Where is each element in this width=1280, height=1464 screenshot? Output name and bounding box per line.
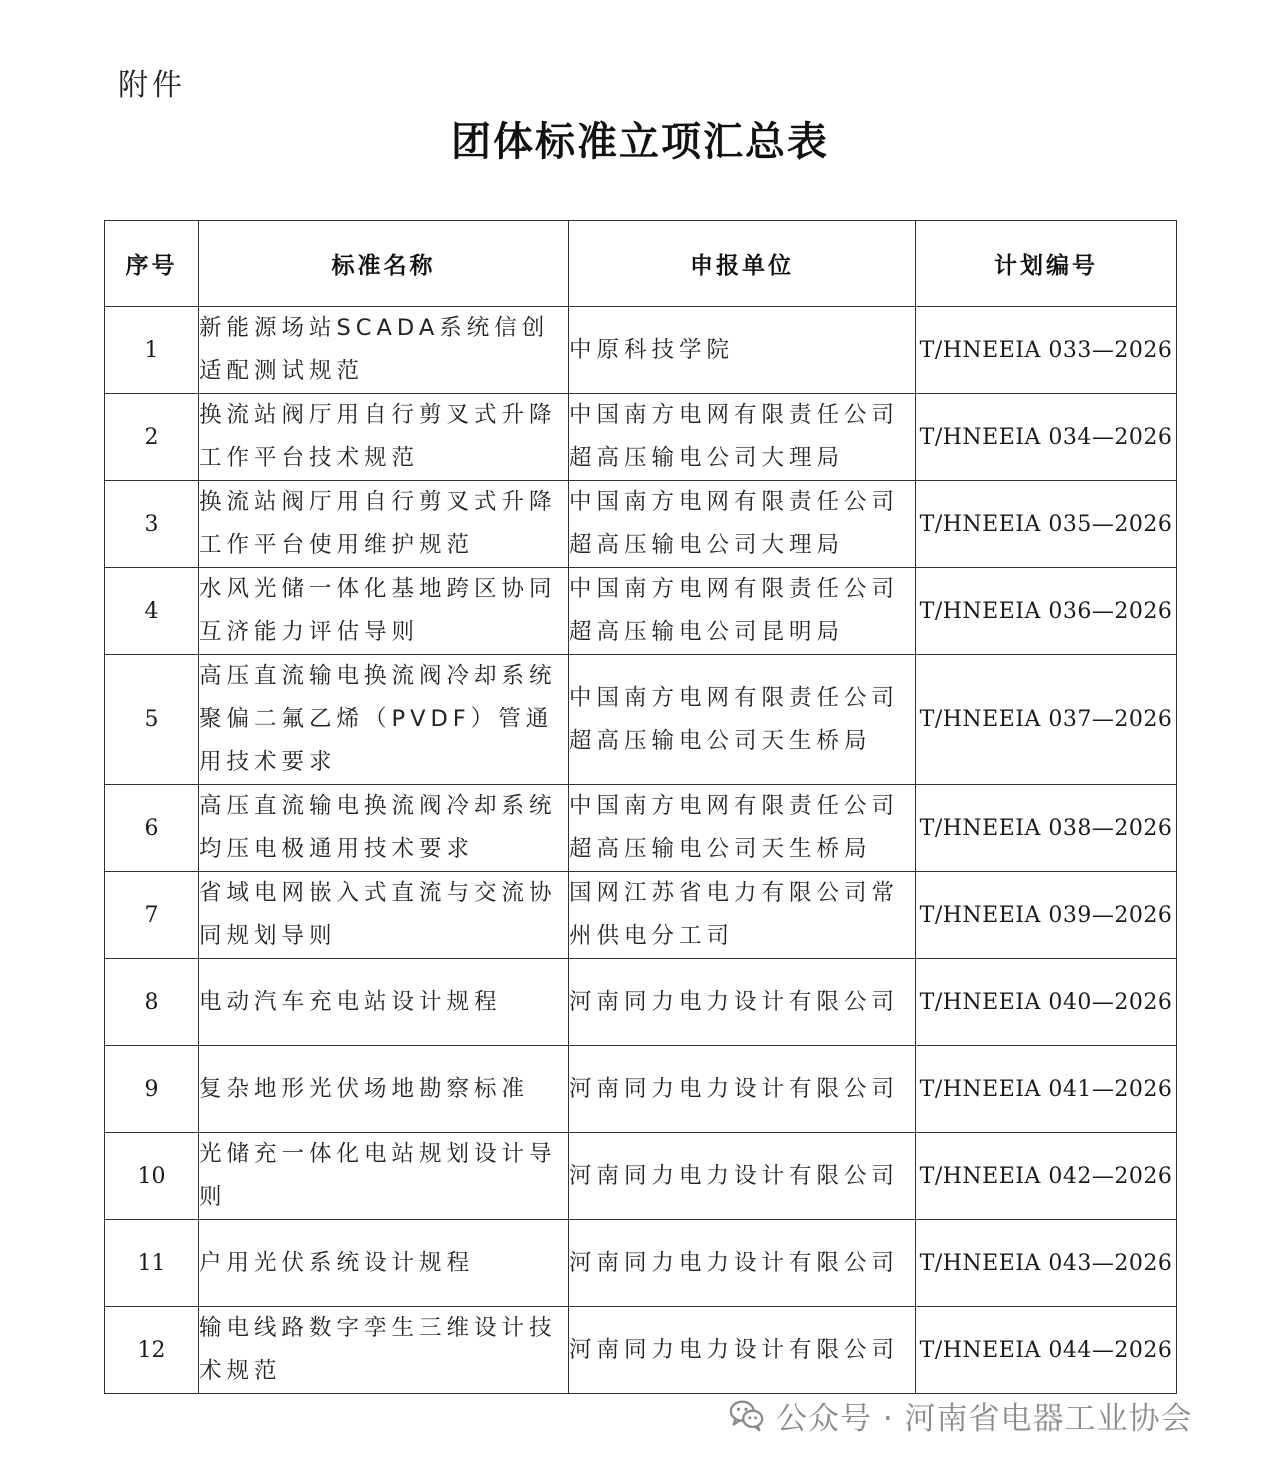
standard-name: 复杂地形光伏场地勘察标准: [199, 1046, 569, 1133]
serial-number: 8: [105, 959, 199, 1046]
table-row: [105, 1133, 1177, 1220]
applicant-unit: 中国南方电网有限责任公司超高压输电公司天生桥局: [569, 655, 916, 785]
plan-number: T/HNEEIA 040—2026: [916, 959, 1177, 1046]
header-plan-number: 计划编号: [916, 221, 1177, 307]
serial-number: 1: [105, 307, 199, 394]
plan-number: T/HNEEIA 035—2026: [916, 481, 1177, 568]
plan-number: T/HNEEIA 033—2026: [916, 307, 1177, 394]
serial-number: 2: [105, 394, 199, 481]
standard-name: 换流站阀厅用自行剪叉式升降工作平台使用维护规范: [199, 481, 569, 568]
standard-name: 新能源场站SCADA系统信创适配测试规范: [199, 307, 569, 394]
header-serial-number: 序号: [105, 221, 199, 307]
table-row: [105, 481, 1177, 568]
standard-name: 换流站阀厅用自行剪叉式升降工作平台技术规范: [199, 394, 569, 481]
table-row: [105, 1307, 1177, 1394]
plan-number: T/HNEEIA 037—2026: [916, 655, 1177, 785]
applicant-unit: 河南同力电力设计有限公司: [569, 1307, 916, 1394]
plan-number: T/HNEEIA 044—2026: [916, 1307, 1177, 1394]
serial-number: 9: [105, 1046, 199, 1133]
serial-number: 11: [105, 1220, 199, 1307]
page-title: 团体标准立项汇总表: [451, 119, 829, 165]
plan-number: T/HNEEIA 039—2026: [916, 872, 1177, 959]
plan-number: T/HNEEIA 043—2026: [916, 1220, 1177, 1307]
table-row: [105, 959, 1177, 1046]
watermark-text: 公众号 · 河南省电器工业协会: [776, 1400, 1193, 1437]
serial-number: 4: [105, 568, 199, 655]
table-row: [105, 568, 1177, 655]
plan-number: T/HNEEIA 036—2026: [916, 568, 1177, 655]
table-row: [105, 1046, 1177, 1133]
applicant-unit: 中原科技学院: [569, 307, 916, 394]
wechat-icon: [728, 1396, 766, 1434]
header-standard-name: 标准名称: [199, 221, 569, 307]
standard-name: 高压直流输电换流阀冷却系统聚偏二氟乙烯（PVDF）管通用技术要求: [199, 655, 569, 785]
plan-number: T/HNEEIA 041—2026: [916, 1046, 1177, 1133]
table-row: [105, 394, 1177, 481]
table-row: [105, 307, 1177, 394]
standard-name: 高压直流输电换流阀冷却系统均压电极通用技术要求: [199, 785, 569, 872]
applicant-unit: 中国南方电网有限责任公司超高压输电公司昆明局: [569, 568, 916, 655]
serial-number: 7: [105, 872, 199, 959]
table-row: [105, 785, 1177, 872]
serial-number: 10: [105, 1133, 199, 1220]
serial-number: 3: [105, 481, 199, 568]
standard-name: 输电线路数字孪生三维设计技术规范: [199, 1307, 569, 1394]
wechat-watermark: [728, 1390, 1248, 1440]
applicant-unit: 中国南方电网有限责任公司超高压输电公司天生桥局: [569, 785, 916, 872]
applicant-unit: 河南同力电力设计有限公司: [569, 1046, 916, 1133]
table-row: [105, 655, 1177, 785]
standard-name: 光储充一体化电站规划设计导则: [199, 1133, 569, 1220]
plan-number: T/HNEEIA 034—2026: [916, 394, 1177, 481]
table-row: [105, 872, 1177, 959]
serial-number: 6: [105, 785, 199, 872]
standard-name: 省域电网嵌入式直流与交流协同规划导则: [199, 872, 569, 959]
applicant-unit: 河南同力电力设计有限公司: [569, 959, 916, 1046]
header-applicant-unit: 申报单位: [569, 221, 916, 307]
standard-name: 户用光伏系统设计规程: [199, 1220, 569, 1307]
standards-table: [104, 220, 1177, 1394]
applicant-unit: 中国南方电网有限责任公司超高压输电公司大理局: [569, 394, 916, 481]
serial-number: 12: [105, 1307, 199, 1394]
table-row: [105, 1220, 1177, 1307]
table-header-row: [105, 221, 1177, 307]
serial-number: 5: [105, 655, 199, 785]
applicant-unit: 中国南方电网有限责任公司超高压输电公司大理局: [569, 481, 916, 568]
plan-number: T/HNEEIA 042—2026: [916, 1133, 1177, 1220]
standard-name: 水风光储一体化基地跨区协同互济能力评估导则: [199, 568, 569, 655]
plan-number: T/HNEEIA 038—2026: [916, 785, 1177, 872]
standard-name: 电动汽车充电站设计规程: [199, 959, 569, 1046]
applicant-unit: 河南同力电力设计有限公司: [569, 1133, 916, 1220]
applicant-unit: 国网江苏省电力有限公司常州供电分工司: [569, 872, 916, 959]
attachment-label: 附件: [118, 68, 186, 103]
applicant-unit: 河南同力电力设计有限公司: [569, 1220, 916, 1307]
